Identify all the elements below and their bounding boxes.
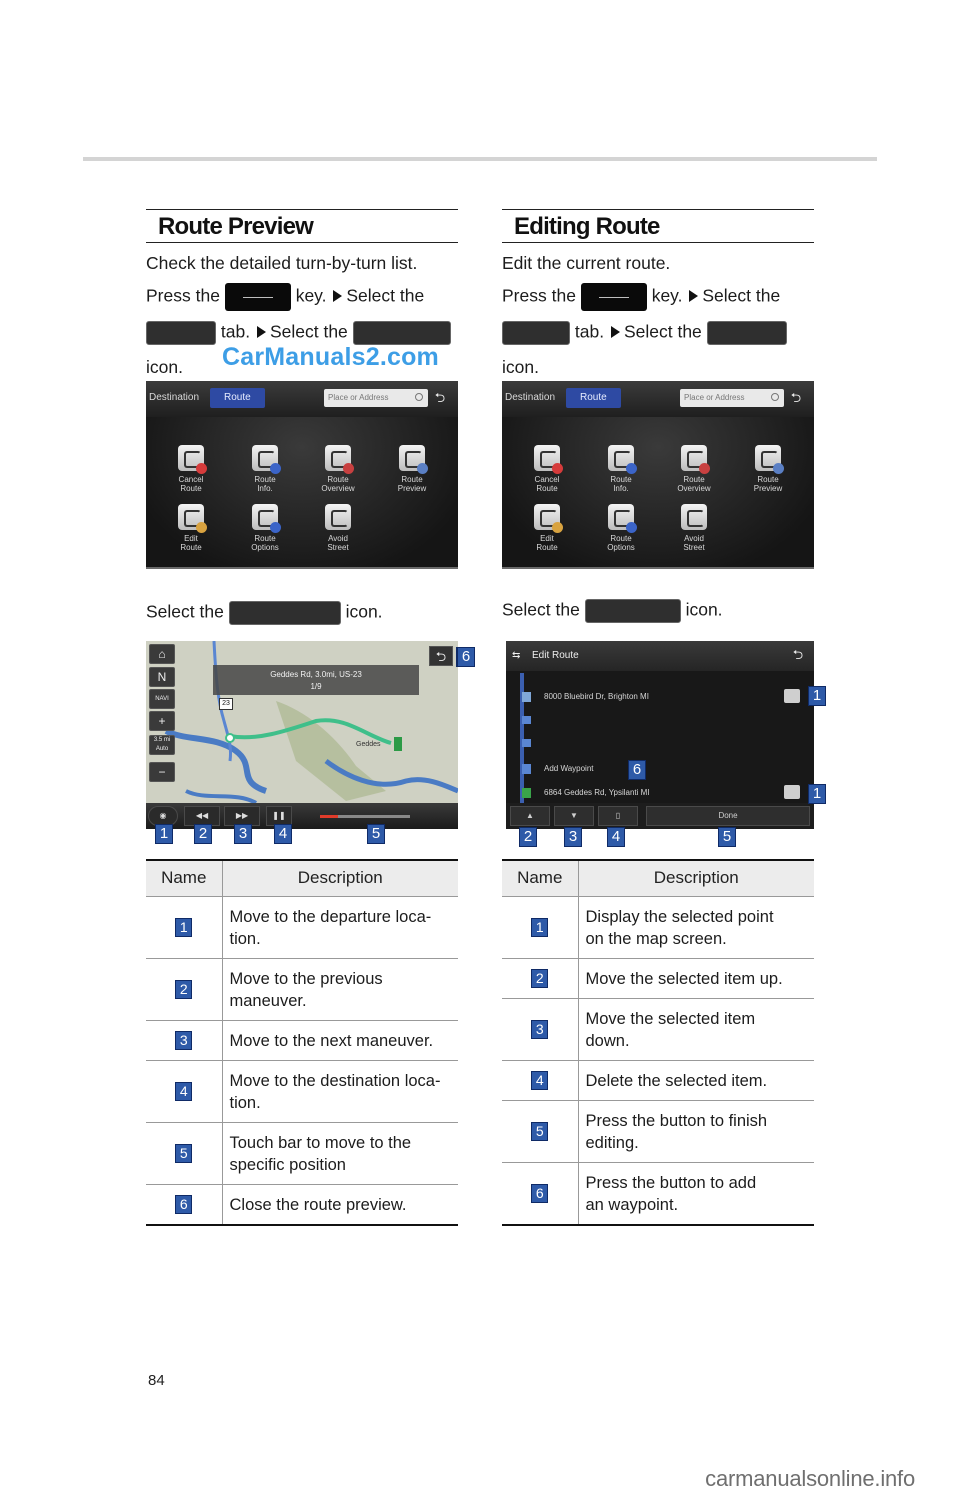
press-the-text: Press the: [502, 285, 576, 306]
col-description: Description: [578, 860, 814, 896]
menu-item-label: Route Options: [251, 534, 279, 552]
page-number: 84: [148, 1372, 165, 1389]
scale-button[interactable]: 3.5 mi Auto: [149, 735, 175, 755]
route-options-icon: [252, 504, 278, 530]
previous-maneuver-icon[interactable]: ◀◀: [184, 806, 220, 826]
row-number-badge: 6: [531, 1184, 548, 1203]
route-info-button[interactable]: [591, 445, 651, 493]
select-the-text: Select the: [702, 285, 781, 306]
search-input[interactable]: [680, 389, 784, 407]
menu-item-label: Avoid Street: [327, 534, 349, 552]
callout-4: 4: [607, 827, 625, 847]
zoom-out-icon[interactable]: −: [149, 762, 175, 782]
icon-text: icon.: [502, 357, 539, 377]
callout-6: 6: [628, 760, 646, 780]
route-preview-table: [146, 859, 458, 1226]
row-number-badge: 1: [531, 918, 548, 937]
row-description: Move the selected item up.: [578, 958, 814, 998]
menu-item-label: Edit Route: [180, 534, 202, 552]
section-heading: [146, 209, 458, 243]
map-point-icon[interactable]: [784, 689, 800, 703]
route-end-address: 6864 Geddes Rd, Ypsilanti MI: [544, 788, 650, 797]
icon-button-image: [585, 599, 681, 623]
close-preview-icon[interactable]: ⮌: [429, 646, 453, 666]
cancel-route-button[interactable]: [517, 445, 577, 493]
route-preview-button[interactable]: [738, 445, 798, 493]
table-row: [502, 896, 814, 958]
row-number-badge: 3: [531, 1020, 548, 1039]
table-row: [146, 1060, 458, 1122]
tab-text: tab.: [574, 321, 605, 342]
section-heading: [502, 209, 814, 243]
intro-text: Check the detailed turn-by-turn list.: [146, 253, 418, 273]
north-icon[interactable]: N: [149, 667, 175, 687]
press-the-text: Press the: [146, 285, 220, 306]
move-down-button[interactable]: ▼: [554, 806, 594, 826]
row-description: Press the button to finish editing.: [578, 1100, 814, 1162]
tab-button-image: [502, 321, 570, 345]
move-up-button[interactable]: ▲: [510, 806, 550, 826]
route-overview-button[interactable]: [664, 445, 724, 493]
tab-route[interactable]: Route: [566, 388, 621, 408]
table-row: [146, 1184, 458, 1225]
menu-top-bar: [146, 381, 458, 417]
row-description: Move to the previous maneuver.: [222, 958, 458, 1020]
callout-4: 4: [274, 824, 292, 844]
cancel-route-icon: [534, 445, 560, 471]
icon-button-image: [353, 321, 451, 345]
edit-route-title: Edit Route: [532, 650, 579, 661]
map-view: [146, 641, 458, 829]
route-start-row[interactable]: [506, 685, 814, 709]
next-maneuver-icon[interactable]: ▶▶: [224, 806, 260, 826]
menu-item-label: Route Preview: [753, 475, 783, 493]
tab-button-image: [146, 321, 216, 345]
route-info-button[interactable]: [235, 445, 295, 493]
menu-top-bar: [502, 381, 814, 417]
callout-5: 5: [718, 827, 736, 847]
select-the-text: Select the: [269, 321, 348, 342]
select-the-text: Select the: [146, 601, 224, 622]
row-number-badge: 4: [175, 1082, 192, 1101]
menu-item-label: Route Options: [607, 534, 635, 552]
icon-text: icon.: [146, 357, 183, 377]
home-icon[interactable]: ⌂: [149, 644, 175, 664]
edit-route-icon: [178, 504, 204, 530]
row-number-badge: 3: [175, 1031, 192, 1050]
menu-grid: [146, 417, 458, 569]
waypoint-marker-icon: [522, 716, 531, 724]
callout-3: 3: [564, 827, 582, 847]
row-number-badge: 5: [175, 1144, 192, 1163]
map-control-bar: [146, 803, 458, 829]
route-preview-button[interactable]: [382, 445, 442, 493]
row-description: Move to the destination loca- tion.: [222, 1060, 458, 1122]
avoid-street-icon: [325, 504, 351, 530]
select-the-text: Select the: [346, 285, 425, 306]
editing-route-table: [502, 859, 814, 1226]
add-waypoint-label: Add Waypoint: [544, 764, 594, 773]
route-info-icon: [608, 445, 634, 471]
callout-3: 3: [234, 824, 252, 844]
menu-item-label: Edit Route: [536, 534, 558, 552]
section-title: Editing Route: [514, 213, 660, 240]
search-icon: [415, 393, 423, 401]
route-overview-icon: [325, 445, 351, 471]
destination-icon[interactable]: ❚❚: [266, 806, 292, 826]
key-button-image: [581, 283, 647, 311]
route-preview-map-screenshot: [146, 641, 458, 829]
table-row: [502, 958, 814, 998]
route-info-icon: [252, 445, 278, 471]
back-icon[interactable]: ⮌: [792, 647, 804, 662]
menu-item-label: Route Preview: [397, 475, 427, 493]
row-description: Touch bar to move to the specific position: [222, 1122, 458, 1184]
done-button[interactable]: Done: [646, 806, 810, 826]
search-placeholder: Place or Address: [684, 393, 745, 402]
key-text: key.: [651, 285, 683, 306]
arrow-right-icon: [611, 326, 620, 338]
select-icon-line: [146, 601, 383, 625]
avoid-street-button[interactable]: [308, 504, 368, 552]
search-input[interactable]: [324, 389, 428, 407]
route-options-icon: [608, 504, 634, 530]
search-placeholder: Place or Address: [328, 393, 389, 402]
table-row: [502, 1162, 814, 1225]
key-button-image: [225, 283, 291, 311]
callout-2: 2: [194, 824, 212, 844]
place-label: Geddes: [356, 741, 381, 748]
instruction-line-2: [502, 321, 814, 345]
delete-button[interactable]: ▯: [598, 806, 638, 826]
select-the-text: Select the: [502, 599, 580, 620]
table-row: [146, 1122, 458, 1184]
watermark: CarManuals2.com: [222, 343, 439, 371]
section-title: Route Preview: [158, 213, 313, 240]
row-description: Move the selected item down.: [578, 998, 814, 1060]
destination-flag-icon: [522, 788, 531, 798]
callout-2: 2: [519, 827, 537, 847]
footer-site: carmanualsonline.info: [705, 1466, 915, 1491]
route-options-button[interactable]: [235, 504, 295, 552]
table-row: [146, 1020, 458, 1060]
arrow-right-icon: [257, 326, 266, 338]
table-row: [146, 896, 458, 958]
map-point-icon[interactable]: [784, 785, 800, 799]
instruction-line-2: [146, 321, 458, 345]
header-rule: [83, 157, 877, 161]
callout-5: 5: [367, 824, 385, 844]
row-description: Move to the next maneuver.: [222, 1020, 458, 1060]
edit-route-button[interactable]: [161, 504, 221, 552]
callout-1: 1: [155, 824, 173, 844]
route-overview-icon: [681, 445, 707, 471]
edit-bottom-bar: [506, 803, 814, 829]
icon-button-image: [229, 601, 341, 625]
menu-item-label: Route Overview: [677, 475, 711, 493]
callout-6: 6: [457, 647, 475, 667]
search-icon: [771, 393, 779, 401]
table-row: [502, 1100, 814, 1162]
back-icon[interactable]: ⮌: [434, 390, 446, 405]
menu-item-label: Route Info.: [254, 475, 276, 493]
row-number-badge: 5: [531, 1122, 548, 1141]
table-header-row: [146, 860, 458, 896]
waypoint-marker-icon: [522, 739, 531, 747]
intro-text: Edit the current route.: [502, 253, 671, 273]
route-icon: ⇆: [512, 650, 521, 661]
cancel-route-icon: [178, 445, 204, 471]
table-row: [502, 1060, 814, 1100]
row-description: Delete the selected item.: [578, 1060, 814, 1100]
departure-icon[interactable]: ◉: [148, 806, 178, 826]
edit-route-screenshot: [506, 641, 814, 829]
instruction-line: [502, 283, 814, 311]
cancel-route-button[interactable]: [161, 445, 221, 493]
back-icon[interactable]: ⮌: [790, 390, 802, 405]
callout-1: 1: [808, 784, 826, 804]
banner-road: Geddes Rd, 3.0mi, US-23: [270, 670, 362, 679]
key-text: key.: [295, 285, 327, 306]
icon-text: icon.: [685, 599, 723, 620]
arrow-right-icon: [689, 290, 698, 302]
arrow-right-icon: [333, 290, 342, 302]
menu-item-label: Cancel Route: [534, 475, 560, 493]
route-preview-icon: [399, 445, 425, 471]
avoid-street-icon: [681, 504, 707, 530]
row-description: Close the route preview.: [222, 1184, 458, 1225]
route-menu-screenshot: [502, 381, 814, 569]
table-row: [502, 998, 814, 1060]
menu-item-label: Route Info.: [610, 475, 632, 493]
route-end-row[interactable]: [506, 781, 814, 805]
tab-text: tab.: [220, 321, 251, 342]
col-name: Name: [502, 860, 578, 896]
tab-destination[interactable]: Destination: [505, 392, 556, 403]
road-banner: [213, 665, 419, 695]
tab-destination[interactable]: Destination: [149, 392, 200, 403]
route-overview-button[interactable]: [308, 445, 368, 493]
row-number-badge: 6: [175, 1195, 192, 1214]
tab-route[interactable]: Route: [210, 388, 265, 408]
position-slider[interactable]: [320, 815, 410, 818]
row-number-badge: 2: [175, 980, 192, 999]
edit-route-icon: [534, 504, 560, 530]
row-number-badge: 4: [531, 1071, 548, 1090]
route-menu-screenshot: [146, 381, 458, 569]
route-options-button[interactable]: [591, 504, 651, 552]
icon-button-image: [707, 321, 787, 345]
icon-text: icon.: [345, 601, 383, 622]
menu-item-label: Avoid Street: [683, 534, 705, 552]
menu-item-label: Cancel Route: [178, 475, 204, 493]
add-waypoint-row[interactable]: [506, 757, 814, 781]
menu-grid: [502, 417, 814, 569]
highway-shield: 23: [219, 698, 233, 710]
route-preview-icon: [755, 445, 781, 471]
col-description: Description: [222, 860, 458, 896]
avoid-street-button[interactable]: [664, 504, 724, 552]
row-number-badge: 1: [175, 918, 192, 937]
menu-item-label: Route Overview: [321, 475, 355, 493]
select-the-text: Select the: [623, 321, 702, 342]
edit-route-header: [506, 641, 814, 671]
col-name: Name: [146, 860, 222, 896]
instruction-line: [146, 283, 458, 311]
edit-route-button[interactable]: [517, 504, 577, 552]
banner-count: 1/9: [310, 682, 322, 691]
table-header-row: [502, 860, 814, 896]
zoom-in-icon[interactable]: +: [149, 711, 175, 731]
start-flag-icon: [522, 692, 531, 702]
editing-route-column: [502, 209, 814, 377]
select-icon-line: [502, 599, 723, 623]
callout-1: 1: [808, 686, 826, 706]
table-row: [146, 958, 458, 1020]
route-start-address: 8000 Bluebird Dr, Brighton MI: [544, 692, 649, 701]
row-description: Display the selected point on the map screen.: [578, 896, 814, 958]
navi-button[interactable]: NAVI: [149, 689, 175, 709]
row-number-badge: 2: [531, 969, 548, 988]
row-description: Press the button to add an waypoint.: [578, 1162, 814, 1225]
row-description: Move to the departure loca- tion.: [222, 896, 458, 958]
waypoint-icon: [522, 764, 531, 774]
